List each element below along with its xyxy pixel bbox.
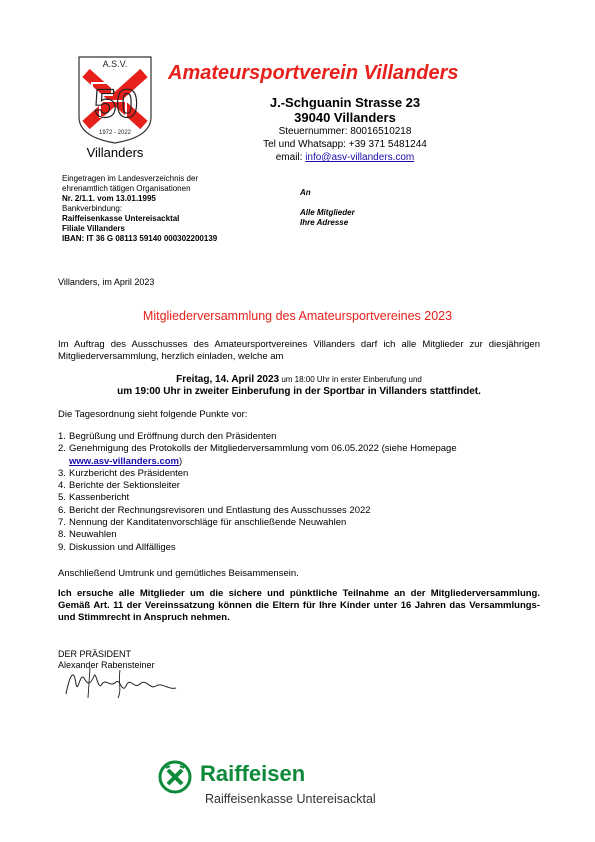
agenda-item [58,517,540,529]
agenda-number: 5. [58,492,66,504]
signer-title: DER PRÄSIDENT [58,649,132,659]
agenda-intro: Die Tagesordnung sieht folgende Punkte vor: [58,409,248,420]
bank-name: Raiffeisenkasse Untereisacktal [62,214,180,223]
agenda-text: Bericht der Rechnungsrevisoren und Entlastung des Ausschusses 2022 [69,504,371,516]
logo-village-text: Villanders [86,145,144,160]
bank-label: Bankverbindung: [62,204,123,213]
agenda-text: Neuwahlen [69,529,117,541]
recipient-line: Alle Mitglieder [300,208,355,217]
handwritten-signature [60,664,190,700]
registration-block [62,174,217,244]
agenda-number: 7. [58,517,66,529]
tax-number: Steuernummer: 80016510218 [278,126,412,137]
agenda-list [58,431,540,554]
agenda-item [58,492,540,504]
agenda-number: 1. [58,431,66,442]
address-city: 39040 Villanders [294,110,396,125]
email-label: email: [275,152,306,163]
agenda-text: Diskussion und Allfälliges [69,541,176,553]
agenda-text: Kurzbericht des Präsidenten [69,467,189,479]
logo-asv-text: A.S.V. [102,59,128,69]
event-date: Freitag, 14. April 2023 [176,374,280,385]
agenda-item [58,505,540,517]
agenda-item [58,468,540,480]
recipient-line: Ihre Adresse [300,218,349,227]
address-street: J.-Schguanin Strasse 23 [269,95,421,110]
intro-paragraph: Im Auftrag des Ausschusses des Amateursportvereines Villanders darf ich alle Mitglieder zur diesjährigen Mitgliederversammlung, herzlich einladen, welche am [58,339,540,362]
svg-text:0: 0 [116,82,139,126]
agenda-item [58,529,540,541]
closing-line: Anschließend Umtrunk und gemütliches Beisammensein. [58,568,299,579]
svg-text:5: 5 [94,82,117,126]
agenda-item [58,542,540,554]
sponsor-name: Raiffeisen [200,761,306,786]
agenda-text: Begrüßung und Eröffnung durch den Präsidenten [69,431,277,442]
registration-line: ehrenamtlich tätigen Organisationen [62,184,191,193]
raiffeisen-logo-icon [158,760,192,794]
email-line [230,152,460,163]
agenda-number: 4. [58,480,66,492]
agenda-text: Nennung der Kanditatenvorschläge für anschließende Neuwahlen [69,517,347,529]
registration-line: Eingetragen im Landesverzeichnis der [62,174,199,183]
event-first-call: um 18:00 Uhr in erster Einberufung und [279,375,422,384]
agenda-text-part: Genehmigung des Protokolls der Mitgliederversammlung vom 06.05.2022 (siehe Homepage [69,443,457,455]
club-name: Amateursportverein Villanders [168,62,459,84]
event-second-call: um 19:00 Uhr in zweiter Einberufung in der Sportbar in Villanders stattfindet. [117,386,481,397]
signer-name: Alexander Rabensteiner [58,660,155,670]
appeal-paragraph: Ich ersuche alle Mitglieder um die sichere und pünktliche Teilnahme an der Mitgliederversammlung. Gemäß Art. 11 der Vereinssatzung können die Eltern für Ihre Kinder unter 16 Jahren das Versammlungs- und Stimmrecht in Anspruch nehmen. [58,588,540,623]
letter-subject: Mitgliederversammlung des Amateursportvereines 2023 [142,309,453,323]
club-logo [76,55,154,160]
email-link[interactable]: info@asv-villanders.com [305,152,415,163]
homepage-link[interactable]: www.asv-villanders.com [69,455,179,467]
agenda-item [58,480,540,492]
agenda-number: 2. [58,443,66,455]
logo-years-text: 1972 - 2022 [98,130,132,136]
agenda-item [58,443,540,468]
agenda-text [69,443,540,468]
agenda-item [58,431,540,443]
phone-number: Tel und Whatsapp: +39 371 5481244 [263,139,427,150]
date-line: Villanders, im April 2023 [58,277,155,287]
event-details [58,374,540,398]
agenda-text: Kassenbericht [69,492,130,504]
agenda-text-part: ) [179,455,183,467]
recipient-block [300,188,355,228]
agenda-number: 8. [58,529,66,541]
agenda-text: Berichte der Sektionsleiter [69,480,180,492]
registration-number: Nr. 2/1.1. vom 13.01.1995 [62,194,156,203]
recipient-to: An [300,188,311,197]
bank-iban: IBAN: IT 36 G 08113 59140 000302200139 [62,234,218,243]
sponsor-subtitle: Raiffeisenkasse Untereisacktal [205,792,376,806]
agenda-number: 3. [58,467,66,479]
agenda-number: 9. [58,541,66,553]
agenda-number: 6. [58,504,66,516]
bank-branch: Filiale Villanders [62,224,125,233]
